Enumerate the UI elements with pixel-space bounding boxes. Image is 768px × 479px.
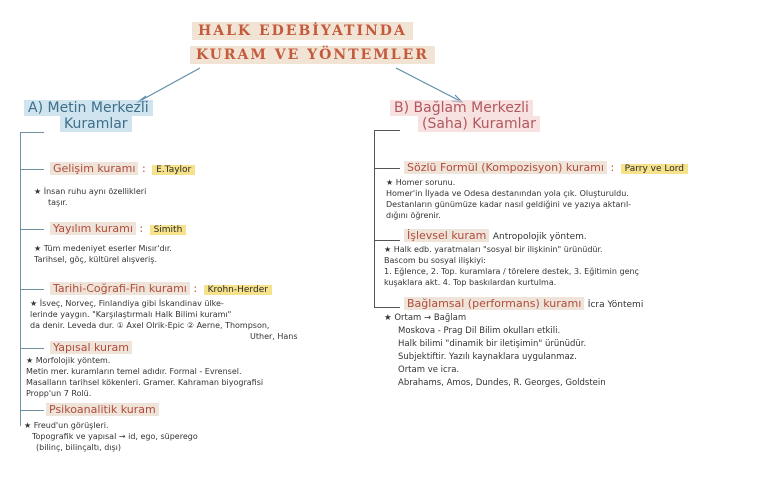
tarihi-cografi-kurami-label: Tarihi-Coğrafi-Fin kuramı — [50, 282, 190, 295]
note-line: Masalların tarihsel kökenleri. Gramer. Kahraman biyografisi — [26, 378, 264, 387]
branch-a-title — [24, 100, 153, 132]
branch-b-title — [390, 100, 540, 132]
branch-a-item-4-heading — [50, 341, 132, 354]
note-line: Destanların günümüze kadar nasıl geldiğini ve yazıya aktarıl- — [386, 200, 632, 209]
branch-b-item-1-heading: Sözlü Formül (Kompozisyon) kuramı : Parry ve Lord — [404, 161, 688, 174]
branch-b-item-2-heading — [404, 229, 587, 242]
branch-a-tick-5 — [20, 410, 44, 411]
note-line: 1. Eğlence, 2. Top. kuramlara / törelere destek, 3. Eğitimin genç — [384, 267, 639, 276]
note-line: lerinde yaygın. "Karşılaştırmalı Halk Bilimi kuramı" — [30, 310, 232, 319]
branch-a-line-2: Kuramlar — [60, 116, 132, 132]
branch-b-line-2: (Saha) Kuramlar — [418, 116, 540, 132]
branch-a-item-5-notes — [24, 420, 198, 453]
arrow-to-branch-a — [138, 68, 200, 102]
sozlu-formul-kurami-author: Parry ve Lord — [621, 164, 688, 174]
islevsel-kuram-suffix: Antropolojik yöntem. — [492, 232, 587, 242]
branch-a-trunk — [20, 132, 21, 426]
psikoanalitik-kuram-label: Psikoanalitik kuram — [46, 403, 159, 416]
branch-b-line-1: B) Bağlam Merkezli — [390, 100, 533, 116]
note-line: (bilinç, bilinçaltı, dışı) — [36, 443, 122, 452]
sozlu-formul-kurami-label: Sözlü Formül (Kompozisyon) kuramı — [404, 161, 607, 174]
branch-b-item-1-notes — [386, 177, 631, 221]
note-line: Uther, Hans — [250, 332, 298, 341]
note-line: Topografik ve yapısal → id, ego, süperego — [32, 432, 198, 441]
branch-b-item-3-notes — [384, 312, 606, 390]
note-line: Homer'in İlyada ve Odesa destanından yola çık. Oluşturuldu. — [386, 189, 629, 198]
branch-a-item-1-heading: Gelişim kuramı : E.Taylor — [50, 162, 195, 175]
yayilim-kurami-author: Simith — [150, 225, 187, 235]
gelisim-kurami-author: E.Taylor — [152, 165, 195, 175]
branch-b-tick-1 — [374, 168, 400, 169]
branch-a-item-1-notes — [34, 186, 146, 208]
note-line: Propp'un 7 Rolü. — [26, 389, 92, 398]
tarihi-cografi-kurami-author: Krohn-Herder — [204, 285, 272, 295]
note-line: Tarihsel, göç, kültürel alışveriş. — [34, 255, 157, 264]
branch-b-trunk — [374, 130, 375, 308]
note-line: Abrahams, Amos, Dundes, R. Georges, Goldstein — [398, 378, 606, 388]
note-line: ★ İnsan ruhu aynı özellikleri — [34, 187, 147, 196]
branch-b-item-2-notes — [384, 244, 639, 288]
branch-a-top-tick — [20, 132, 44, 133]
baglamsal-kuram-label: Bağlamsal (performans) kuramı — [404, 297, 584, 310]
note-line: ★ Ortam → Bağlam — [384, 313, 467, 323]
note-line: ★ Halk edb. yaratmaları "sosyal bir ilişkinin" ürünüdür. — [384, 245, 603, 254]
branch-a-item-4-notes — [26, 355, 263, 399]
branch-a-tick-2 — [20, 229, 44, 230]
title-line-2: KURAM VE YÖNTEMLER — [190, 46, 435, 64]
branch-a-item-2-heading: Yayılım kuramı : Simith — [50, 222, 186, 235]
note-line: Subjektiftir. Yazılı kaynaklara uygulanmaz. — [398, 352, 577, 362]
note-line: Ortam ve icra. — [398, 365, 460, 375]
branch-a-item-3-heading: Tarihi-Coğrafi-Fin kuramı : Krohn-Herder — [50, 282, 272, 295]
branch-a-item-3-notes — [30, 298, 298, 342]
baglamsal-kuram-suffix: İcra Yöntemi — [587, 300, 644, 310]
arrow-to-branch-b — [396, 68, 462, 102]
note-line: kuşaklara akt. 4. Top baskılardan kurtulma. — [384, 278, 557, 287]
yayilim-kurami-label: Yayılım kuramı — [50, 222, 136, 235]
branch-b-top-tick — [374, 130, 400, 131]
note-line: ★ Morfolojik yöntem. — [26, 356, 111, 365]
branch-b-tick-2 — [374, 240, 400, 241]
note-line: Metin mer. kuramların temel adıdır. Formal - Evrensel. — [26, 367, 242, 376]
note-line: da denir. Leveda dur. ① Axel Olrik-Epic ② Aerne, Thompson, — [30, 321, 270, 330]
note-line: taşır. — [48, 198, 68, 207]
note-line: ★ Tüm medeniyet eserler Mısır'dır. — [34, 244, 172, 253]
branch-a-tick-3 — [20, 289, 44, 290]
yapisal-kuram-label: Yapısal kuram — [50, 341, 132, 354]
note-line: ★ İsveç, Norveç, Finlandiya gibi İskandinav ülke- — [30, 299, 224, 308]
note-line: dığını öğrenir. — [386, 211, 441, 220]
branch-a-item-5-heading — [46, 403, 159, 416]
gelisim-kurami-label: Gelişim kuramı — [50, 162, 138, 175]
note-line: ★ Homer sorunu. — [386, 178, 456, 187]
note-line: Halk bilimi "dinamik bir iletişimin" ürünüdür. — [398, 339, 587, 349]
branch-a-tick-4 — [20, 348, 44, 349]
islevsel-kuram-label: İşlevsel kuram — [404, 229, 489, 242]
branch-b-item-3-heading — [404, 297, 643, 310]
branch-b-tick-3 — [374, 307, 400, 308]
title-line-1: HALK EDEBİYATINDA — [192, 22, 413, 40]
branch-a-item-2-notes — [34, 243, 172, 265]
note-line: Moskova - Prag Dil Bilim okulları etkili. — [398, 326, 561, 336]
note-line: Bascom bu sosyal ilişkiyi: — [384, 256, 486, 265]
note-line: ★ Freud'un görüşleri. — [24, 421, 109, 430]
branch-a-line-1: A) Metin Merkezli — [24, 100, 153, 116]
branch-a-tick-1 — [20, 169, 44, 170]
